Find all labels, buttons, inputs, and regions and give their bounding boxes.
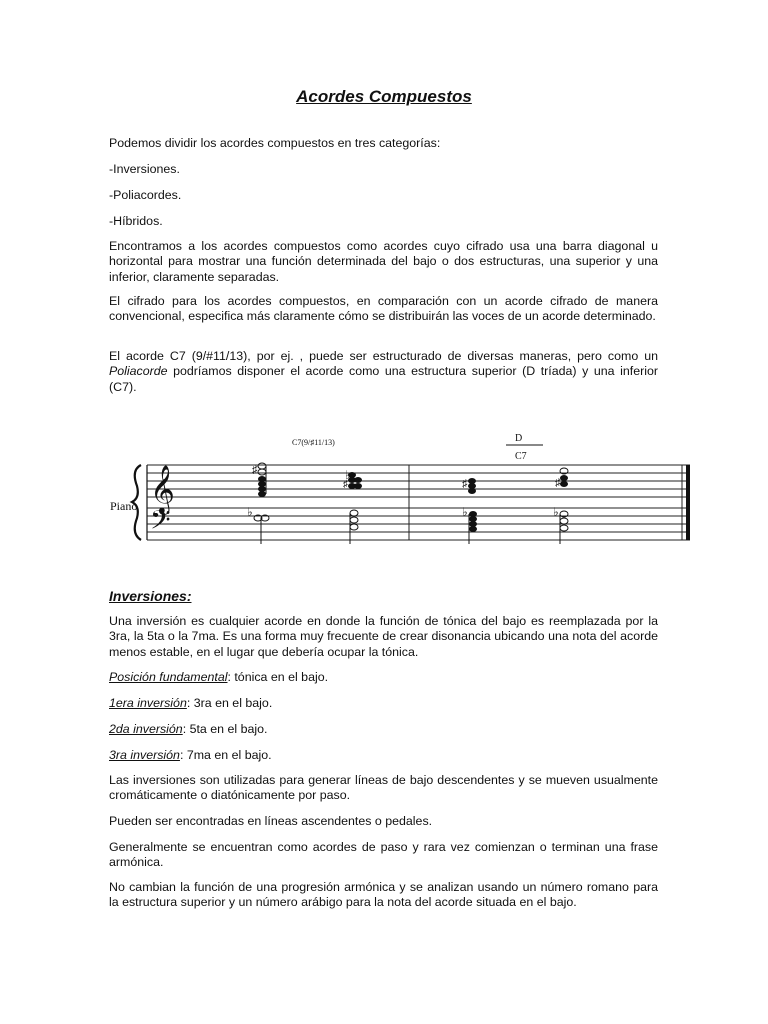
- sharp-icon: ♯: [343, 479, 348, 490]
- definition-term: 3ra inversión: [109, 748, 180, 762]
- sharp-icon: ♯: [555, 477, 561, 489]
- poly-chord-upper: D: [515, 433, 523, 444]
- note-head: [560, 525, 568, 531]
- music-score: [0, 420, 768, 560]
- category-item-inversiones: -Inversiones.: [109, 162, 180, 176]
- note-head: [354, 483, 362, 489]
- note-head: [258, 463, 266, 469]
- flat-icon: ♭: [345, 468, 351, 482]
- intro-paragraph: Podemos dividir los acordes compuestos en tres categorías:: [109, 136, 441, 150]
- treble-chord-4: [555, 468, 568, 489]
- note-head: [560, 481, 568, 487]
- treble-clef-icon: 𝄞: [150, 467, 175, 513]
- section-heading-inversiones: Inversiones:: [109, 588, 192, 604]
- category-item-hibridos: -Híbridos.: [109, 214, 163, 228]
- chord-symbol-c7: C7(9/♯11/13): [292, 438, 335, 447]
- final-barline-thick: [686, 465, 690, 540]
- sharp-icon: ♯: [252, 464, 258, 476]
- treble-chord-3: [462, 478, 476, 494]
- note-head: [350, 517, 358, 523]
- note-head: [560, 518, 568, 524]
- bass-chord-2: [350, 510, 358, 544]
- score-svg: [0, 420, 768, 560]
- paragraph-passing-chords: Generalmente se encuentran como acordes de paso y rara vez comienzan o terminan una frase armónica.: [109, 840, 658, 870]
- definition-tercera-inversion: [109, 748, 658, 763]
- definition-term: 2da inversión: [109, 722, 183, 736]
- poly-chord-lower: C7: [515, 451, 527, 462]
- flat-icon: ♭: [247, 505, 253, 519]
- definition-primera-inversion: [109, 696, 658, 711]
- definition-term: 1era inversión: [109, 696, 187, 710]
- treble-chord-2: [343, 468, 362, 490]
- note-head: [468, 478, 476, 484]
- flat-icon: ♭: [553, 505, 559, 519]
- definition-text: : 7ma en el bajo.: [179, 748, 272, 762]
- paragraph-ascending: Pueden ser encontradas en líneas ascendentes o pedales.: [109, 814, 433, 828]
- note-head: [258, 476, 266, 482]
- definition-segunda-inversion: [109, 722, 658, 737]
- instrument-label: Piano: [110, 499, 138, 513]
- note-head: [350, 510, 358, 516]
- paragraph-definition: Encontramos a los acordes compuestos como acordes cuyo cifrado usa una barra diagonal u horizontal para mostrar una función determinada del bajo o dos estructuras, una superior y una inferior, claramente separadas.: [109, 239, 658, 284]
- example-text-start: El acorde C7 (9/#11/13), por ej. , puede ser estructurado de diversas maneras, pero como un: [109, 349, 658, 363]
- note-head: [258, 469, 266, 475]
- definition-term: Posición fundamental: [109, 670, 228, 684]
- category-item-poliacordes: -Poliacordes.: [109, 188, 182, 202]
- definition-text: : 5ta en el bajo.: [182, 722, 268, 736]
- note-head: [350, 524, 358, 530]
- paragraph-example: [109, 349, 658, 395]
- note-head: [469, 511, 477, 517]
- sharp-icon: ♯: [462, 478, 468, 490]
- definition-posicion-fundamental: [109, 670, 658, 685]
- definition-text: : tónica en el bajo.: [227, 670, 329, 684]
- paragraph-analysis: No cambian la función de una progresión armónica y se analizan usando un número romano para la estructura superior y un número arábigo para la nota del acorde situada en el bajo.: [109, 880, 658, 910]
- paragraph-cifrado: El cifrado para los acordes compuestos, en comparación con un acorde cifrado de manera convencional, especifica más claramente cómo se distribuirán las voces de un acorde determinado.: [109, 294, 658, 324]
- note-head: [354, 477, 362, 483]
- note-head: [560, 475, 568, 481]
- flat-icon: ♭: [462, 505, 468, 519]
- definition-text: : 3ra en el bajo.: [186, 696, 273, 710]
- example-text-end: podríamos disponer el acorde como una estructura superior (D tríada) y una inferior (C7).: [109, 364, 658, 394]
- page-title: Acordes Compuestos: [296, 87, 472, 106]
- bass-clef-icon: 𝄢: [150, 505, 171, 541]
- paragraph-inversion-definition: Una inversión es cualquier acorde en donde la función de tónica del bajo es reemplazada por la 3ra, la 5ta o la 7ma. Es una forma muy frecuente de crear disonancia ubicando una nota del acorde menos estable, en el lugar que debería ocupar la tónica.: [109, 614, 658, 659]
- treble-chord-1: [252, 463, 266, 497]
- poliacorde-term: Poliacorde: [109, 364, 168, 379]
- paragraph-bass-lines: Las inversiones son utilizadas para generar líneas de bajo descendentes y se mueven usualmente cromáticamente o diatónicamente por paso.: [109, 773, 658, 803]
